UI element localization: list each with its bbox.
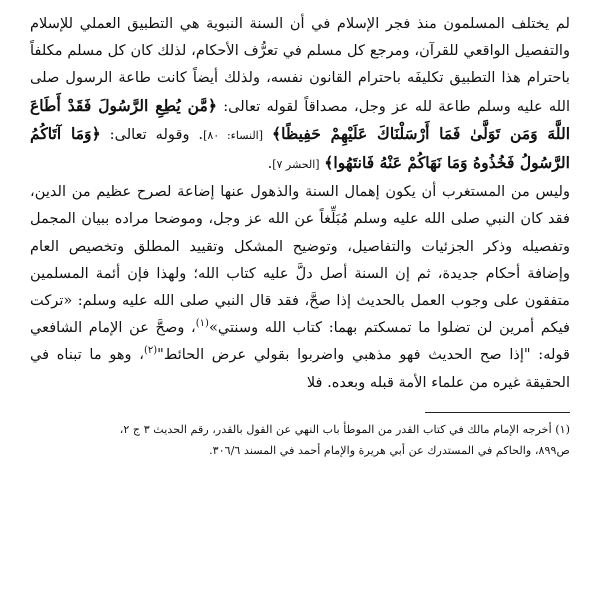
paragraph-1-end: . bbox=[267, 155, 273, 173]
footnote-divider bbox=[425, 412, 570, 413]
verse-connector: . وقوله تعالى: bbox=[109, 125, 204, 143]
paragraph-1-line-4: القانون نفسه، ولذلك أيضاً كانت طاعة الرسول صلى الله عليه وسلم طاعة bbox=[30, 69, 571, 115]
paragraph-2-text-a: وليس من المستغرب أن يكون إهمال السنة والذهول عنها إضاعة لصرح عظيم من الدين، فقد كان النبي صلى الله عليه وسلم مُبَلِّغاً عن الله عز وجل، وموضحا مراده ببيان المجمل وتفصيله وذكر الجزئيات والتفاصيل، وتوضيح المشكل وتقييد المطلق وتخصيص العام وإضافة أحكام جديدة، ثم إن السنة أصل دلَّ عليه كتاب الله؛ ولهذا فإن أئمة المسلمين متفقون على وجوب العمل بالحديث إذا صحَّ، فقد قال النبي صلى الله عليه وسلم: «تركت فيكم أمرين لن تضلوا ما تمسكتم بهما: كتاب الله وسنتي» bbox=[30, 183, 570, 337]
paragraph-1-line-2: العملي للإسلام والتفصيل الواقعي للقرآن، ومرجع كل مسلم في تعرُّف bbox=[30, 15, 571, 60]
footnote-line-1: (١) أخرجه الإمام مالك في كتاب القدر من الموطأ باب النهي عن القول بالقدر، رقم الحديث ٣ ج ٢، bbox=[119, 422, 570, 436]
paragraph-2-text-b: ، وصحَّ عن الإمام الشافعي قوله: "إذا صح الحديث فهو مذهبي واضربوا بقولي عرض الحائط" bbox=[30, 319, 570, 364]
main-text bbox=[30, 10, 570, 396]
paragraph-1-lead-in: لله عز وجل، مصداقاً لقوله تعالى: bbox=[223, 97, 433, 115]
paragraph-1-line-3: الأحكام، لذلك كان كل مسلم مكلفاً باحترام هذا التطبيق تكليفَه باحترام bbox=[30, 42, 570, 87]
footnote-marker-2: (٢) bbox=[143, 345, 158, 357]
footnote-marker-1: (١) bbox=[195, 318, 209, 330]
paragraph-2 bbox=[30, 178, 570, 396]
quran-reference-2: [الحشر ٧] bbox=[272, 158, 320, 172]
footnote-line-2: ص٨٩٩، والحاكم في المستدرك عن أبي هريرة والإمام أحمد في المسند ٣٠٦/٦. bbox=[209, 443, 570, 457]
footnotes bbox=[30, 419, 570, 461]
paragraph-2-text-c: ، وهو ما تبناه في الحقيقة غيره من علماء الأمة قبله وبعده. فلا bbox=[30, 346, 570, 391]
quran-verse-1: ﴿مَّن يُطِعِ الرَّسُولَ فَقَدْ أَطَاعَ اللَّهَ وَمَن تَوَلَّىٰ فَمَا أَرْسَلْنَاكَ عَلَيْهِمْ حَفِيظًا﴾ bbox=[30, 95, 571, 143]
quran-reference-1: [النساء: ٨٠] bbox=[203, 128, 264, 142]
paragraph-1 bbox=[30, 10, 570, 178]
quran-verse-2: ﴿وَمَا آتَاكُمُ الرَّسُولُ فَخُذُوهُ وَمَا نَهَاكُمْ عَنْهُ فَانتَهُوا﴾ bbox=[30, 123, 570, 173]
paragraph-1-line-1: لم يختلف المسلمون منذ فجر الإسلام في أن السنة النبوية هي التطبيق bbox=[127, 15, 570, 32]
